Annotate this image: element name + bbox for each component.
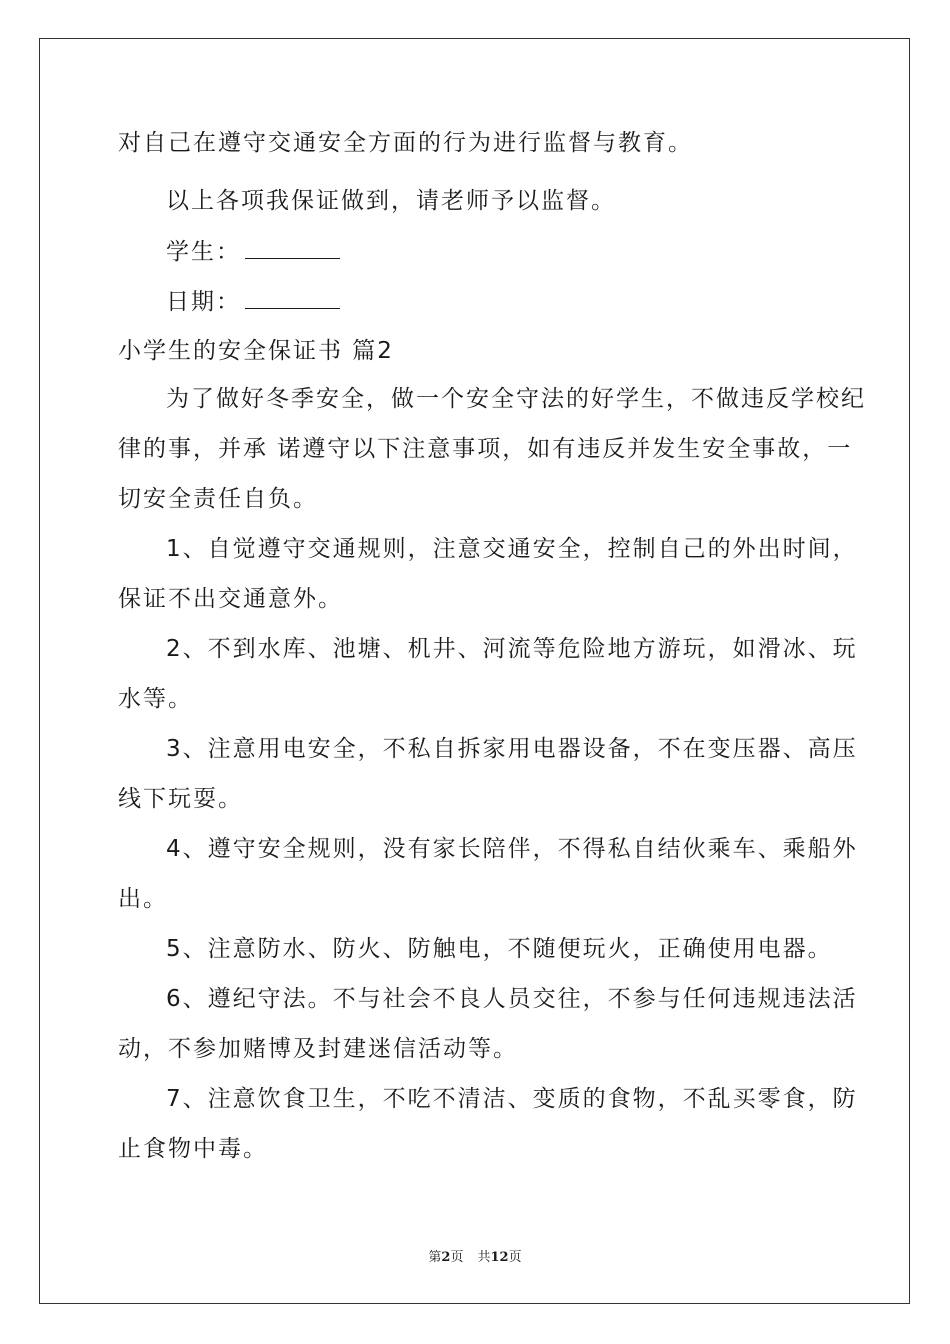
paragraph-line: 以上各项我保证做到，请老师予以监督。	[166, 188, 616, 214]
list-item-line: 动，不参加赌博及封建迷信活动等。	[118, 1036, 518, 1062]
student-signature-line	[166, 236, 340, 267]
list-item-line: 1、自觉遵守交通规则，注意交通安全，控制自己的外出时间，	[166, 536, 858, 562]
date-signature-line	[166, 286, 340, 317]
list-item-line: 保证不出交通意外。	[118, 586, 343, 612]
list-item-line: 4、遵守安全规则，没有家长陪伴，不得私自结伙乘车、乘船外	[166, 836, 858, 862]
page-suffix: 页	[450, 1250, 464, 1265]
paragraph-line: 为了做好冬季安全，做一个安全守法的好学生，不做违反学校纪	[166, 386, 866, 412]
paragraph-line: 对自己在遵守交通安全方面的行为进行监督与教育。	[118, 130, 693, 156]
student-label: 学生：	[166, 239, 241, 265]
list-item-line: 6、遵纪守法。不与社会不良人员交往，不参与任何违规违法活	[166, 986, 858, 1012]
list-item-line: 5、注意防水、防火、防触电，不随便玩火，正确使用电器。	[166, 936, 833, 962]
paragraph-line: 切安全责任自负。	[118, 486, 318, 512]
list-item-line: 水等。	[118, 686, 193, 712]
list-item-line: 3、注意用电安全，不私自拆家用电器设备，不在变压器、高压	[166, 736, 858, 762]
date-blank	[245, 286, 340, 309]
list-item-line: 2、不到水库、池塘、机井、河流等危险地方游玩，如滑冰、玩	[166, 636, 858, 662]
page-prefix: 第	[428, 1250, 442, 1265]
page-number: 2	[441, 1250, 451, 1265]
total-prefix: 共	[477, 1250, 491, 1265]
paragraph-line: 律的事，并承 诺遵守以下注意事项，如有违反并发生安全事故，一	[118, 436, 853, 462]
page-border	[39, 38, 910, 1304]
student-blank	[245, 236, 340, 259]
list-item-line: 止食物中毒。	[118, 1136, 268, 1162]
date-label: 日期：	[166, 289, 241, 315]
list-item-line: 出。	[118, 886, 168, 912]
list-item-line: 7、注意饮食卫生，不吃不清洁、变质的食物，不乱买零食，防	[166, 1086, 858, 1112]
total-pages: 12	[490, 1250, 509, 1265]
section-heading: 小学生的安全保证书 篇2	[118, 338, 394, 364]
page-footer	[0, 1246, 950, 1265]
total-suffix: 页	[508, 1250, 522, 1265]
list-item-line: 线下玩耍。	[118, 786, 243, 812]
